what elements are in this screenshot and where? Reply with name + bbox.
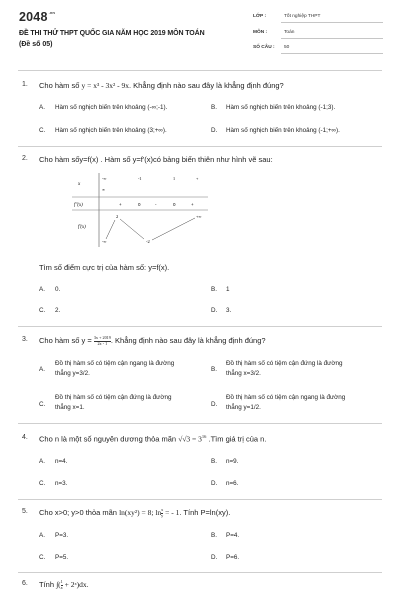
option-letter[interactable]: B. bbox=[211, 366, 217, 373]
x-row-label: x bbox=[78, 182, 81, 187]
meta-count-value: 50 bbox=[284, 45, 290, 50]
option-letter[interactable]: B. bbox=[211, 104, 217, 111]
question-number: 1. bbox=[22, 81, 28, 88]
option-text[interactable]: Hàm số nghịch biến trên khoảng (3;+∞). bbox=[55, 127, 167, 134]
logo bbox=[19, 10, 55, 24]
f-value: -∞ bbox=[102, 239, 107, 244]
x-value-infinity: ∞ bbox=[102, 187, 105, 192]
option-text[interactable]: P=5. bbox=[55, 554, 69, 561]
option-text[interactable]: P=6. bbox=[226, 554, 240, 561]
option-letter[interactable]: C. bbox=[39, 554, 46, 561]
option-letter[interactable]: C. bbox=[39, 127, 46, 134]
fraction: $\frac{3x + 2019}{2x - 1}$ bbox=[93, 335, 111, 346]
option-text[interactable]: n=4. bbox=[55, 458, 68, 465]
option-text[interactable]: P=4. bbox=[226, 532, 240, 539]
option-letter[interactable]: D. bbox=[211, 401, 218, 408]
divider bbox=[18, 572, 382, 573]
option-letter[interactable]: B. bbox=[211, 458, 217, 465]
option-letter[interactable]: A. bbox=[39, 286, 45, 293]
variation-table bbox=[72, 173, 208, 247]
option-text[interactable]: n=6. bbox=[226, 480, 239, 487]
meta-underline bbox=[281, 38, 383, 39]
option-text[interactable]: 1 bbox=[226, 286, 230, 293]
meta-count-key: SỐ CÂU : bbox=[253, 45, 275, 50]
f-value: 2 bbox=[116, 214, 119, 219]
f-value: -2 bbox=[146, 239, 150, 244]
sign-value: + bbox=[191, 202, 194, 207]
option-letter[interactable]: D. bbox=[211, 307, 218, 314]
question-2-text: Cho hàm sốy=f(x) . Hàm số y=f'(x)có bảng biến thiên như hình vẽ sau: bbox=[39, 155, 273, 164]
option-letter[interactable]: A. bbox=[39, 532, 45, 539]
question-2-followup: Tìm số điểm cực trị của hàm số: y=f(x). bbox=[39, 263, 170, 272]
meta-class-key: LỚP : bbox=[253, 14, 267, 19]
question-number: 4. bbox=[22, 434, 28, 441]
sign-value: + bbox=[119, 202, 122, 207]
fraction: $\frac{x}{y}$ bbox=[161, 507, 164, 518]
option-text[interactable]: Đồ thị hàm số có tiệm cận đứng là đường thẳng x=3/2. bbox=[226, 360, 343, 377]
option-text[interactable]: Đồ thị hàm số có tiệm cận ngang là đường thẳng y=3/2. bbox=[55, 360, 175, 377]
option-letter[interactable]: C. bbox=[39, 307, 46, 314]
logo-text: 2048 bbox=[19, 10, 48, 24]
option-text[interactable]: n=3. bbox=[55, 480, 68, 487]
option-text[interactable]: Hàm số nghịch biến trên khoảng (-∞;-1). bbox=[55, 104, 168, 111]
divider bbox=[18, 70, 382, 71]
fraction: $\frac{1}{x}$ bbox=[60, 579, 63, 590]
option-text[interactable]: Đồ thị hàm số có tiệm cận ngang là đường thẳng y=1/2. bbox=[226, 394, 346, 411]
meta-subject-value: Toán bbox=[284, 30, 295, 35]
question-3-text: Cho hàm số y = $\frac{3x + 2019}{2x - 1}$. Khẳng định nào sau đây là khẳng định đúng? bbox=[39, 335, 266, 346]
option-letter[interactable]: A. bbox=[39, 104, 45, 111]
option-text[interactable]: Hàm số nghịch biến trên khoảng (-1;+∞). bbox=[226, 127, 340, 134]
divider bbox=[18, 423, 382, 424]
option-letter[interactable]: D. bbox=[211, 480, 218, 487]
meta-class-value: Tốt nghiệp THPT bbox=[284, 14, 321, 19]
exam-subtitle: (Đề số 05) bbox=[19, 41, 53, 48]
option-letter[interactable]: C. bbox=[39, 480, 46, 487]
question-number: 5. bbox=[22, 508, 28, 515]
option-letter[interactable]: D. bbox=[211, 554, 218, 561]
question-number: 6. bbox=[22, 580, 28, 587]
option-letter[interactable]: C. bbox=[39, 401, 46, 408]
meta-subject-key: MÔN : bbox=[253, 30, 268, 35]
f-value: +∞ bbox=[196, 214, 202, 219]
question-number: 3. bbox=[22, 336, 28, 343]
sign-value: 0 bbox=[173, 202, 176, 207]
x-value: 1 bbox=[173, 176, 176, 181]
meta-underline bbox=[281, 53, 383, 54]
option-text[interactable]: Hàm số nghịch biến trên khoảng (-1;3). bbox=[226, 104, 336, 111]
question-5-text: Cho x>0; y>0 thỏa mãn ln(xy²) = 8; ln $\frac{x}{y}$ = - 1. Tính P=ln(xy). bbox=[39, 507, 231, 518]
option-letter[interactable]: A. bbox=[39, 458, 45, 465]
option-text[interactable]: Đồ thị hàm số có tiệm cận đứng là đường thẳng x=1. bbox=[55, 394, 172, 411]
divider bbox=[18, 326, 382, 327]
divider bbox=[18, 146, 382, 147]
question-4-text: Cho n là một số nguyên dương thỏa mãn $√√3 = 3^{16}$ .Tìm giá trị của n. bbox=[39, 434, 267, 444]
logo-domain: .vn bbox=[48, 10, 55, 15]
divider bbox=[18, 499, 382, 500]
sign-value: 0 bbox=[138, 202, 141, 207]
function-row-label: f'(x) bbox=[78, 225, 86, 230]
option-letter[interactable]: D. bbox=[211, 127, 218, 134]
derivative-row-label: f''(x) bbox=[74, 203, 83, 208]
option-letter[interactable]: B. bbox=[211, 286, 217, 293]
question-6-text: Tính ∫( $\frac{1}{x}$ + 2ˣ)dx. bbox=[39, 579, 89, 590]
option-text[interactable]: n=9. bbox=[226, 458, 239, 465]
sign-value: - bbox=[155, 202, 157, 207]
exam-title: ĐỀ THI THỬ THPT QUỐC GIA NĂM HỌC 2019 MÔN TOÁN bbox=[19, 30, 205, 37]
x-value: + bbox=[196, 176, 199, 181]
option-text[interactable]: 0. bbox=[55, 286, 61, 293]
option-letter[interactable]: A. bbox=[39, 366, 45, 373]
option-text[interactable]: 2. bbox=[55, 307, 61, 314]
x-value: -1 bbox=[138, 176, 142, 181]
meta-underline bbox=[281, 22, 383, 23]
question-1-text: Cho hàm số y = x³ - 3x² - 9x. Khẳng định nào sau đây là khẳng định đúng? bbox=[39, 81, 284, 90]
option-letter[interactable]: B. bbox=[211, 532, 217, 539]
option-text[interactable]: 3. bbox=[226, 307, 232, 314]
x-value: -∞ bbox=[102, 176, 107, 181]
question-number: 2. bbox=[22, 155, 28, 162]
option-text[interactable]: P=3. bbox=[55, 532, 69, 539]
